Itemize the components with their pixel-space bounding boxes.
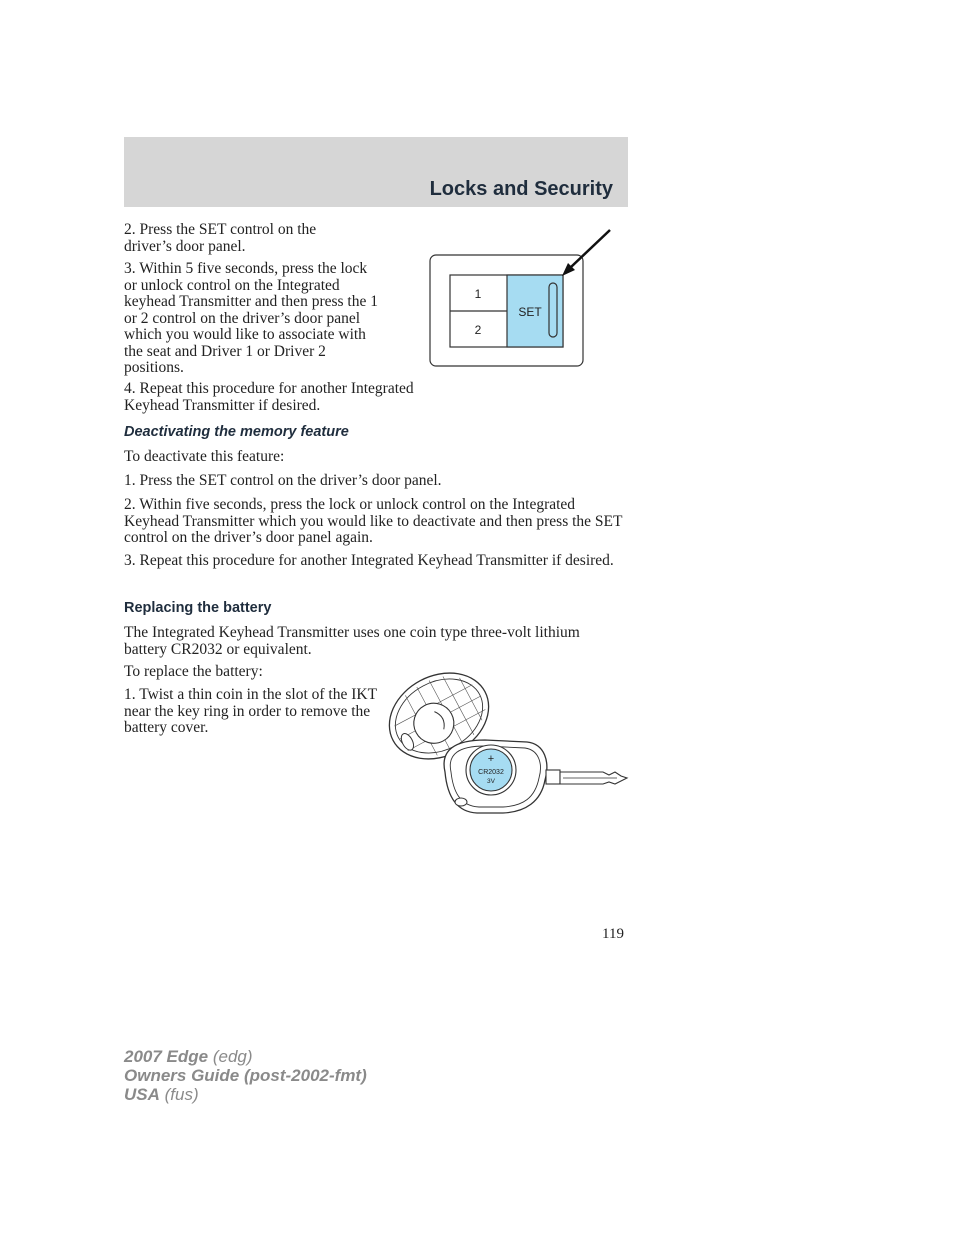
battery-to-replace: To replace the battery: <box>124 663 263 680</box>
memory-button-2-label: 2 <box>474 323 482 337</box>
battery-intro: The Integrated Keyhead Transmitter uses one coin type three-volt lithium battery CR2032 or equivalent. <box>124 624 580 658</box>
deactivate-heading: Deactivating the memory feature <box>124 424 349 440</box>
battery-plus-label: + <box>487 753 495 765</box>
battery-step-1: 1. Twist a thin coin in the slot of the IKT near the key ring in order to remove the battery cover. <box>124 686 377 736</box>
key-blade <box>546 770 627 784</box>
battery-voltage-label: 3V <box>487 778 495 785</box>
deactivate-step-1: 1. Press the SET control on the driver’s door panel. <box>124 472 442 489</box>
page-number: 119 <box>602 926 624 942</box>
footer-line-2: Owners Guide (post-2002-fmt) <box>124 1066 367 1085</box>
set-indicator-slot <box>549 283 557 337</box>
key-battery-illustration <box>385 672 630 818</box>
footer-line-3: USA (fus) <box>124 1085 199 1104</box>
memory-step-4: 4. Repeat this procedure for another Integrated Keyhead Transmitter if desired. <box>124 380 414 414</box>
memory-step-3: 3. Within 5 five seconds, press the lock or unlock control on the Integrated keyhead Transmitter and then press the 1 or 2 control on the driver’s door panel which you would like to associate with the seat and Driver 1 or Driver 2 positions. <box>124 260 378 376</box>
deactivate-intro: To deactivate this feature: <box>124 448 285 465</box>
memory-step-2: 2. Press the SET control on the driver’s door panel. <box>124 221 317 255</box>
section-title: Locks and Security <box>429 178 613 200</box>
deactivate-step-2: 2. Within five seconds, press the lock or unlock control on the Integrated Keyhead Transmitter which you would like to deactivate and then press the SET control on the driver’s door panel again. <box>124 496 623 546</box>
footer-line-1: 2007 Edge (edg) <box>124 1047 253 1066</box>
set-control-illustration <box>428 226 618 370</box>
document-footer <box>124 1047 367 1104</box>
key-head <box>444 740 547 813</box>
section-header <box>124 137 628 207</box>
set-button-label: SET <box>518 305 542 319</box>
pointer-arrow-line <box>571 230 610 267</box>
deactivate-step-3: 3. Repeat this procedure for another Integrated Keyhead Transmitter if desired. <box>124 552 614 569</box>
battery-model-label: CR2032 <box>478 769 504 776</box>
memory-button-1-label: 1 <box>474 287 482 301</box>
battery-heading: Replacing the battery <box>124 600 272 616</box>
